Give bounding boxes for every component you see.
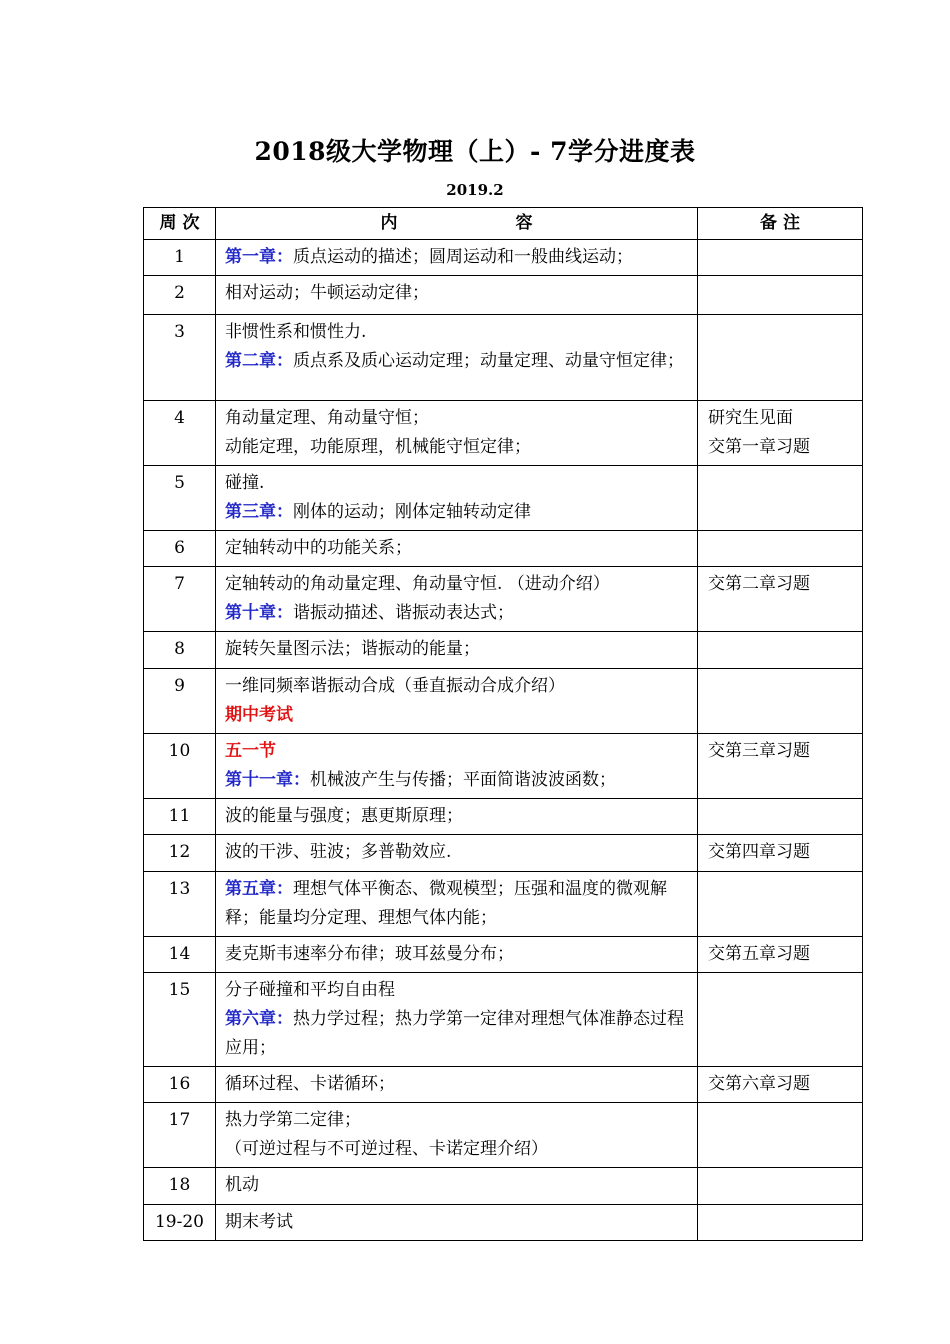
note-line: 交第四章习题 — [708, 842, 810, 862]
content-line — [225, 701, 691, 730]
content-line — [225, 469, 691, 498]
table-row — [144, 973, 863, 1067]
content-line — [225, 570, 691, 599]
highlight-label: 期中考试 — [225, 705, 293, 725]
note-cell — [698, 466, 863, 531]
header-note: 备 注 — [698, 208, 863, 240]
header-content-a: 内 — [380, 213, 398, 233]
note-cell — [698, 799, 863, 835]
content-line — [225, 1208, 691, 1237]
note-cell — [698, 734, 863, 799]
table-row — [144, 632, 863, 669]
content-text: 角动量定理、角动量守恒； — [225, 408, 429, 428]
content-cell — [216, 466, 698, 531]
content-text: 机械波产生与传播；平面简谐波波函数； — [310, 770, 616, 790]
chapter-label: 第一章： — [225, 247, 293, 267]
note-cell — [698, 315, 863, 401]
week-cell: 16 — [144, 1067, 216, 1103]
content-text: 波的干涉、驻波；多普勒效应. — [225, 842, 452, 862]
table-row — [144, 1103, 863, 1168]
table-row — [144, 799, 863, 835]
note-cell — [698, 669, 863, 734]
table-row — [144, 1205, 863, 1241]
week-cell: 11 — [144, 799, 216, 835]
content-cell — [216, 315, 698, 401]
note-line: 研究生见面 — [708, 408, 793, 428]
content-line — [225, 1070, 691, 1099]
content-line — [225, 534, 691, 563]
header-content-b: 容 — [515, 213, 533, 233]
highlight-label: 五一节 — [225, 741, 276, 761]
content-cell — [216, 1103, 698, 1168]
week-cell: 18 — [144, 1168, 216, 1205]
page-title: 2018级大学物理（上）- 7学分进度表 — [254, 137, 696, 166]
content-text: 热力学第二定律； — [225, 1110, 361, 1130]
content-line — [225, 875, 691, 933]
content-text: 质点系及质心运动定理；动量定理、动量守恒定律； — [293, 351, 684, 371]
week-cell: 7 — [144, 567, 216, 632]
content-line — [225, 1106, 691, 1135]
content-cell — [216, 734, 698, 799]
document-date: 2019.2 — [446, 181, 504, 199]
table-row — [144, 669, 863, 734]
content-line — [225, 838, 691, 867]
note-cell — [698, 1168, 863, 1205]
table-row — [144, 872, 863, 937]
content-line — [225, 279, 691, 308]
note-line: 交第二章习题 — [708, 574, 810, 594]
content-line — [225, 243, 691, 272]
week-cell: 6 — [144, 531, 216, 567]
content-cell — [216, 1205, 698, 1241]
content-line — [225, 940, 691, 969]
content-line — [225, 1005, 691, 1063]
content-cell — [216, 1168, 698, 1205]
week-cell: 8 — [144, 632, 216, 669]
content-cell — [216, 276, 698, 315]
header-content — [216, 208, 698, 240]
content-text: 非惯性系和惯性力. — [225, 322, 367, 342]
week-cell: 12 — [144, 835, 216, 872]
note-cell — [698, 937, 863, 973]
week-cell: 14 — [144, 937, 216, 973]
week-cell: 3 — [144, 315, 216, 401]
schedule-body — [144, 240, 863, 1241]
content-line — [225, 1171, 691, 1200]
table-row — [144, 1067, 863, 1103]
content-line — [225, 318, 691, 347]
note-cell — [698, 567, 863, 632]
content-text: 热力学过程；热力学第一定律对理想气体准静态过程应用； — [225, 1009, 684, 1058]
table-row — [144, 734, 863, 799]
chapter-label: 第六章： — [225, 1009, 293, 1029]
content-text: 谐振动描述、谐振动表达式； — [293, 603, 514, 623]
content-text: 旋转矢量图示法；谐振动的能量； — [225, 639, 480, 659]
note-line: 交第三章习题 — [708, 741, 810, 761]
content-cell — [216, 799, 698, 835]
table-row — [144, 567, 863, 632]
content-line — [225, 404, 691, 433]
content-cell — [216, 872, 698, 937]
week-cell: 19-20 — [144, 1205, 216, 1241]
content-cell — [216, 240, 698, 276]
content-cell — [216, 973, 698, 1067]
note-cell — [698, 632, 863, 669]
content-cell — [216, 1067, 698, 1103]
content-cell — [216, 937, 698, 973]
content-text: 定轴转动的角动量定理、角动量守恒. （进动介绍） — [225, 574, 610, 594]
note-line: 交第五章习题 — [708, 944, 810, 964]
content-cell — [216, 632, 698, 669]
note-cell — [698, 835, 863, 872]
chapter-label: 第三章： — [225, 502, 293, 522]
chapter-label: 第二章： — [225, 351, 293, 371]
chapter-label: 第十一章： — [225, 770, 310, 790]
chapter-label: 第十章： — [225, 603, 293, 623]
content-text: 理想气体平衡态、微观模型；压强和温度的微观解释；能量均分定理、理想气体内能； — [225, 879, 667, 928]
week-cell: 5 — [144, 466, 216, 531]
content-cell — [216, 531, 698, 567]
content-line — [225, 498, 691, 527]
content-line — [225, 635, 691, 664]
note-line: 交第六章习题 — [708, 1074, 810, 1094]
content-line — [225, 976, 691, 1005]
content-line — [225, 766, 691, 795]
content-text: 碰撞. — [225, 473, 265, 493]
table-row — [144, 937, 863, 973]
week-cell: 15 — [144, 973, 216, 1067]
header-row — [144, 208, 863, 240]
content-text: 相对运动；牛顿运动定律； — [225, 283, 429, 303]
note-cell — [698, 1103, 863, 1168]
chapter-label: 第五章： — [225, 879, 293, 899]
week-cell: 10 — [144, 734, 216, 799]
week-cell: 17 — [144, 1103, 216, 1168]
content-text: 一维同频率谐振动合成（垂直振动合成介绍） — [225, 676, 565, 696]
content-line — [225, 599, 691, 628]
content-cell — [216, 835, 698, 872]
content-text: 分子碰撞和平均自由程 — [225, 980, 395, 1000]
content-text: 期末考试 — [225, 1212, 293, 1232]
week-cell: 1 — [144, 240, 216, 276]
content-cell — [216, 567, 698, 632]
content-text: 波的能量与强度；惠更斯原理； — [225, 806, 463, 826]
content-line — [225, 347, 691, 376]
note-cell — [698, 240, 863, 276]
content-text: 麦克斯韦速率分布律；玻耳兹曼分布； — [225, 944, 514, 964]
content-text: （可逆过程与不可逆过程、卡诺定理介绍） — [225, 1139, 548, 1159]
note-cell — [698, 1205, 863, 1241]
table-row — [144, 276, 863, 315]
header-week: 周 次 — [144, 208, 216, 240]
content-line — [225, 737, 691, 766]
table-row — [144, 401, 863, 466]
content-cell — [216, 401, 698, 466]
note-cell — [698, 276, 863, 315]
content-text: 刚体的运动；刚体定轴转动定律 — [293, 502, 531, 522]
note-cell — [698, 401, 863, 466]
note-line: 交第一章习题 — [708, 437, 810, 457]
schedule-table — [143, 207, 863, 1241]
content-line — [225, 1135, 691, 1164]
table-row — [144, 835, 863, 872]
note-cell — [698, 872, 863, 937]
content-line — [225, 802, 691, 831]
week-cell: 4 — [144, 401, 216, 466]
table-row — [144, 240, 863, 276]
content-line — [225, 433, 691, 462]
note-cell — [698, 531, 863, 567]
content-text: 动能定理，功能原理，机械能守恒定律； — [225, 437, 531, 457]
table-row — [144, 315, 863, 401]
table-row — [144, 1168, 863, 1205]
note-cell — [698, 973, 863, 1067]
content-text: 机动 — [225, 1175, 259, 1195]
table-row — [144, 466, 863, 531]
week-cell: 13 — [144, 872, 216, 937]
content-cell — [216, 669, 698, 734]
note-cell — [698, 1067, 863, 1103]
week-cell: 2 — [144, 276, 216, 315]
content-text: 质点运动的描述；圆周运动和一般曲线运动； — [293, 247, 633, 267]
week-cell: 9 — [144, 669, 216, 734]
content-line — [225, 672, 691, 701]
content-text: 定轴转动中的功能关系； — [225, 538, 412, 558]
content-text: 循环过程、卡诺循环； — [225, 1074, 395, 1094]
table-row — [144, 531, 863, 567]
